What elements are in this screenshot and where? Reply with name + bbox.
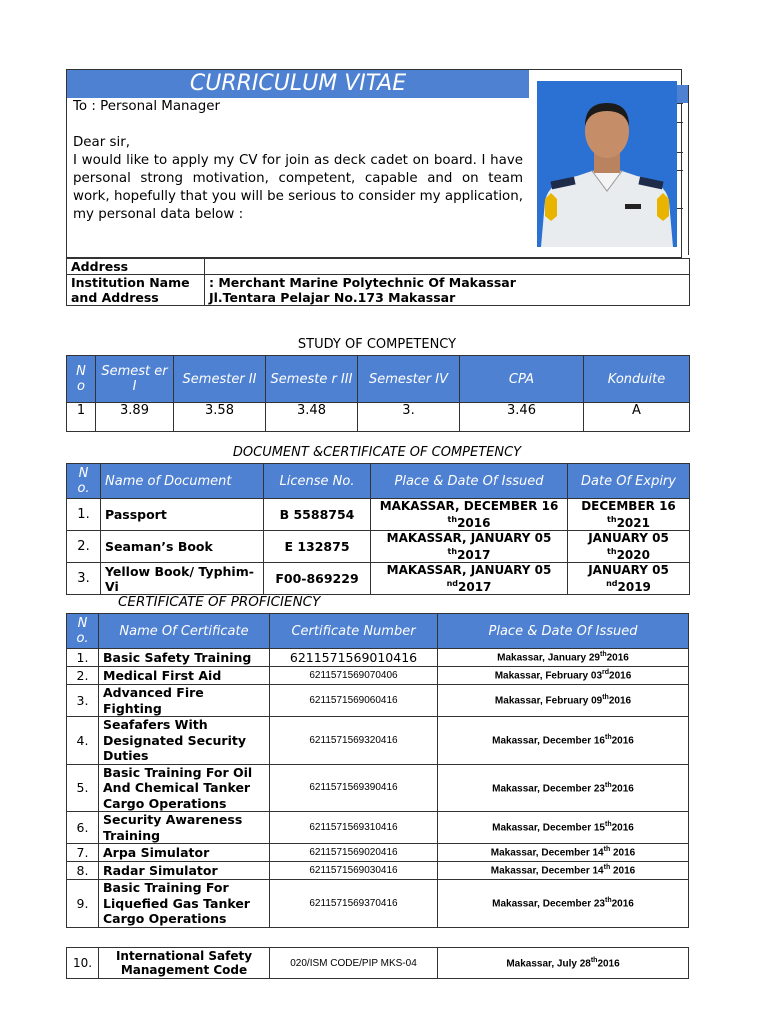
proficiency-table bbox=[66, 613, 689, 928]
study-header: Semest er I bbox=[96, 356, 174, 403]
divider-line bbox=[677, 152, 683, 153]
person-photo-icon bbox=[537, 81, 677, 247]
table-row: 4. Seafafers With Designated Security Duties 6211571569320416 Makassar, December 16th2016 bbox=[67, 717, 689, 765]
proficiency-title: CERTIFICATE OF PROFICIENCY bbox=[118, 594, 321, 610]
study-header: Semester IV bbox=[358, 356, 460, 403]
table-row: 8. Radar Simulator 6211571569030416 Makassar, December 14th 2016 bbox=[67, 862, 689, 880]
table-row: 10. International Safety Management Code 020/ISM CODE/PIP MKS-04 Makassar, July 28th2016 bbox=[67, 948, 689, 979]
divider-line bbox=[688, 85, 689, 255]
table-row: 7. Arpa Simulator 6211571569020416 Makassar, December 14th 2016 bbox=[67, 844, 689, 862]
table-row: 2. Seaman’s Book E 132875 MAKASSAR, JANUARY 05 $^{th}$2017 JANUARY 05 $^{th}$2020 bbox=[67, 531, 690, 563]
divider-line bbox=[677, 103, 683, 104]
cv-title: CURRICULUM VITAE bbox=[67, 70, 529, 98]
documents-title: DOCUMENT &CERTIFICATE OF COMPETENCY bbox=[232, 445, 522, 460]
doc-header: Date Of Expiry bbox=[568, 464, 690, 499]
table-row: 2. Medical First Aid 6211571569070406 Makassar, February 03rd2016 bbox=[67, 667, 689, 685]
cert-header: Name Of Certificate bbox=[99, 614, 270, 649]
divider-line bbox=[677, 170, 683, 171]
study-table bbox=[66, 355, 690, 432]
divider-line bbox=[677, 208, 683, 209]
divider-line bbox=[677, 122, 683, 123]
study-title: STUDY OF COMPETENCY bbox=[297, 337, 457, 352]
letter-body: I would like to apply my CV for join as deck cadet on board. I have personal strong motivation, competent, capable and on team work, hopefully that you will be serious to consider my application, my personal data below : bbox=[73, 153, 523, 222]
institution-label: Institution Name and Address bbox=[67, 275, 205, 306]
cert-header: Place & Date Of Issued bbox=[438, 614, 689, 649]
cover-letter bbox=[73, 98, 523, 224]
documents-table bbox=[66, 463, 690, 595]
table-row: 6. Security Awareness Training 6211571569310416 Makassar, December 15th2016 bbox=[67, 812, 689, 844]
doc-header: License No. bbox=[264, 464, 371, 499]
doc-header: Place & Date Of Issued bbox=[371, 464, 568, 499]
study-header: Semeste r III bbox=[266, 356, 358, 403]
cert-header: Certificate Number bbox=[270, 614, 438, 649]
letter-recipient: To : Personal Manager bbox=[73, 99, 220, 114]
table-row: 3. Advanced Fire Fighting 6211571569060416 Makassar, February 09th2016 bbox=[67, 685, 689, 717]
study-header: CPA bbox=[460, 356, 584, 403]
study-header: Konduite bbox=[584, 356, 690, 403]
table-row: 1. Basic Safety Training 6211571569010416 Makassar, January 29th2016 bbox=[67, 649, 689, 667]
address-table bbox=[66, 258, 690, 306]
table-row: 1 3.89 3.58 3.48 3. 3.46 A bbox=[67, 403, 690, 432]
table-row: 3. Yellow Book/ Typhim- Vi F00-869229 MAKASSAR, JANUARY 05 $^{nd}$2017 JANUARY 05 $^{nd}$2019 bbox=[67, 563, 690, 595]
study-header: Semester II bbox=[174, 356, 266, 403]
cert-header: N o. bbox=[67, 614, 99, 649]
doc-header: Name of Document bbox=[101, 464, 264, 499]
table-row: 1. Passport B 5588754 MAKASSAR, DECEMBER 16 $^{th}$2016 DECEMBER 16 $^{th}$2021 bbox=[67, 499, 690, 531]
extra-cert-table bbox=[66, 947, 689, 979]
institution-value: : Merchant Marine Polytechnic Of Makassar Jl.Tentara Pelajar No.173 Makassar bbox=[205, 275, 690, 306]
doc-header: N o. bbox=[67, 464, 101, 499]
letter-salutation: Dear sir, bbox=[73, 135, 130, 150]
address-label: Address bbox=[67, 259, 205, 275]
profile-photo bbox=[537, 81, 677, 247]
study-header: N o bbox=[67, 356, 96, 403]
table-row: 5. Basic Training For Oil And Chemical Tanker Cargo Operations 6211571569390416 Makassar, December 23th2016 bbox=[67, 764, 689, 812]
table-row: 9. Basic Training For Liquefied Gas Tanker Cargo Operations 6211571569370416 Makassar, December 23th2016 bbox=[67, 880, 689, 928]
